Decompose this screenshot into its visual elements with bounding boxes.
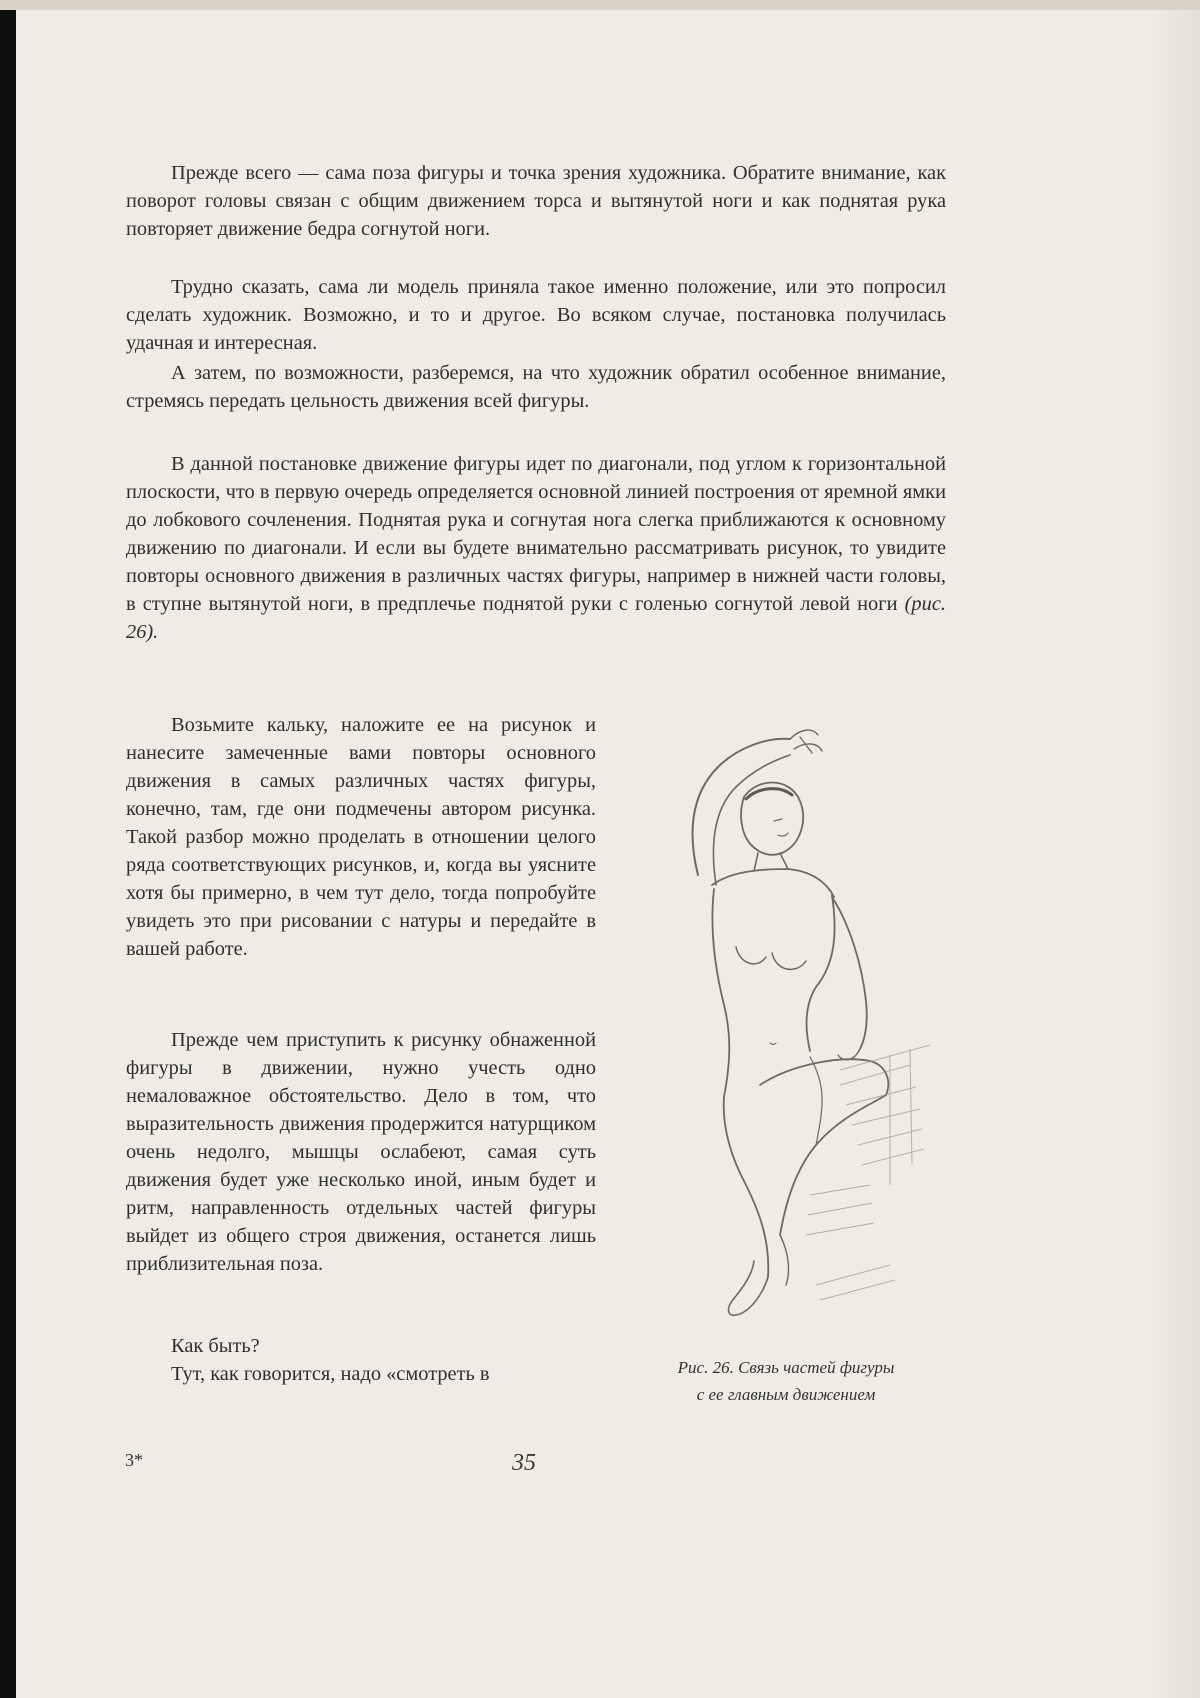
page-number: 35 xyxy=(512,1450,536,1477)
paragraph-diagonal-text: В данной постановке движение фигуры идет по диагонали, под углом к горизонтальной плоскости, что в первую очередь определяется основной линией построения от яремной ямки до лобкового сочленения. Поднятая рука и согнутая нога слегка приближаются к основному движению по диагонали. И если вы будете внимательно рассматривать рисунок, то увидите повторы основного движения в различных частях фигуры, например в нижней части головы, в ступне вытянутой ноги, в предплечье поднятой руки с голенью согнутой левой ноги xyxy=(126,453,946,615)
figure-caption xyxy=(616,1354,956,1408)
caption-line-1: Рис. 26. Связь частей фигуры xyxy=(616,1354,956,1381)
paragraph-model: Трудно сказать, сама ли модель приняла такое именно положение, или это попросил сделать художник. Возможно, и то и другое. Во всяком случае, постановка получилась удачная и интересная. xyxy=(126,273,946,357)
paragraph-tracing: Возьмите кальку, наложите ее на рисунок и нанесите замеченные вами повторы основного движения в самых различных частях фигуры, конечно, там, где они подмечены автором рисунка. Такой разбор можно проделать в отношении целого ряда соответствующих рисунков, и, когда вы уясните хотя бы примерно, в чем тут дело, тогда попробуйте увидеть это при рисовании с натуры и передайте в вашей работе. xyxy=(126,711,596,963)
paragraph-movement: Прежде чем приступить к рисунку обнаженной фигуры в движении, нужно учесть одно немаловажное обстоятельство. Дело в том, что выразительность движения продержится натурщиком очень недолго, мышцы ослабеют, самая суть движения будет уже несколько иной, иным будет и ритм, направленность отдельных частей фигуры выйдет из общего строя движения, останется лишь приблизительная поза. xyxy=(126,1026,596,1278)
page-shading xyxy=(1150,10,1200,1698)
caption-line-2: с ее главным движением xyxy=(616,1381,956,1408)
paragraph-pose: Прежде всего — сама поза фигуры и точка зрения художника. Обратите внимание, как поворот головы связан с общим движением торса и вытянутой ноги и как поднятая рука повторяет движение бедра согнутой ноги. xyxy=(126,159,946,243)
figure-drawing xyxy=(640,725,940,1325)
paragraph-diagonal xyxy=(126,450,946,646)
signature-mark: 3* xyxy=(125,1450,143,1471)
paragraph-question: Как быть? xyxy=(126,1332,596,1360)
scan-border xyxy=(0,0,16,1698)
figure-reference: (рис. 26). xyxy=(126,593,946,643)
scan-border-top xyxy=(0,0,1200,10)
paragraph-continuation: Тут, как говорится, надо «смотреть в xyxy=(126,1360,596,1388)
book-page xyxy=(16,10,1200,1698)
paragraph-attention: А затем, по возможности, разберемся, на что художник обратил особенное внимание, стремясь передать цельность движения всей фигуры. xyxy=(126,359,946,415)
